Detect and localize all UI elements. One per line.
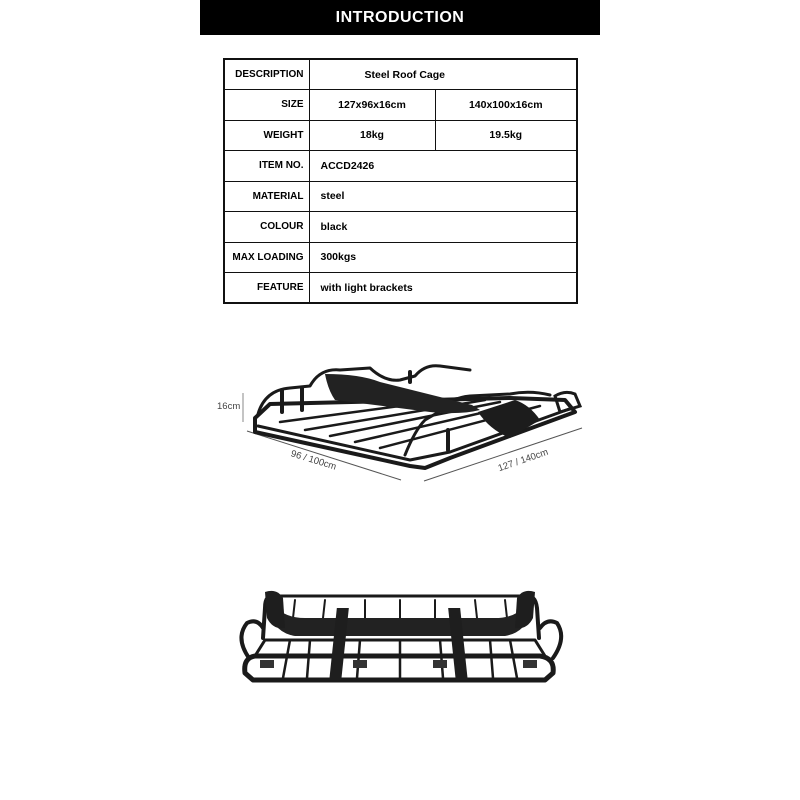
row-label: SIZE	[224, 90, 309, 121]
roof-cage-front-svg	[235, 578, 565, 688]
row-label: WEIGHT	[224, 120, 309, 151]
spec-table	[223, 58, 578, 304]
row-label: DESCRIPTION	[224, 59, 309, 90]
dimension-diagram	[210, 360, 600, 490]
width-dimension-label: 96 / 100cm	[289, 448, 338, 473]
table-row-weight	[224, 120, 577, 151]
row-value: Steel Roof Cage	[309, 59, 577, 90]
row-label: FEATURE	[224, 273, 309, 304]
row-value: 19.5kg	[435, 120, 577, 151]
table-row-material	[224, 181, 577, 212]
row-value: ACCD2426	[309, 151, 577, 182]
row-label: ITEM NO.	[224, 151, 309, 182]
row-label: MATERIAL	[224, 181, 309, 212]
roof-cage-front-image	[235, 578, 565, 688]
table-row-description	[224, 59, 577, 90]
height-dimension-label: 16cm	[217, 401, 241, 412]
row-value: 300kgs	[309, 242, 577, 273]
row-value: with light brackets	[309, 273, 577, 304]
table-row-item-no	[224, 151, 577, 182]
row-label: COLOUR	[224, 212, 309, 243]
row-value: black	[309, 212, 577, 243]
table-row-feature	[224, 273, 577, 304]
header-title: INTRODUCTION	[335, 8, 465, 26]
length-dimension-label: 127 / 140cm	[496, 446, 550, 475]
roof-cage-angled-image	[210, 360, 600, 490]
row-value: 18kg	[309, 120, 435, 151]
table-row-colour	[224, 212, 577, 243]
row-value: 127x96x16cm	[309, 90, 435, 121]
table-row-max-loading	[224, 242, 577, 273]
row-value: steel	[309, 181, 577, 212]
row-label: MAX LOADING	[224, 242, 309, 273]
table-row-size	[224, 90, 577, 121]
row-value: 140x100x16cm	[435, 90, 577, 121]
introduction-header	[200, 0, 600, 35]
